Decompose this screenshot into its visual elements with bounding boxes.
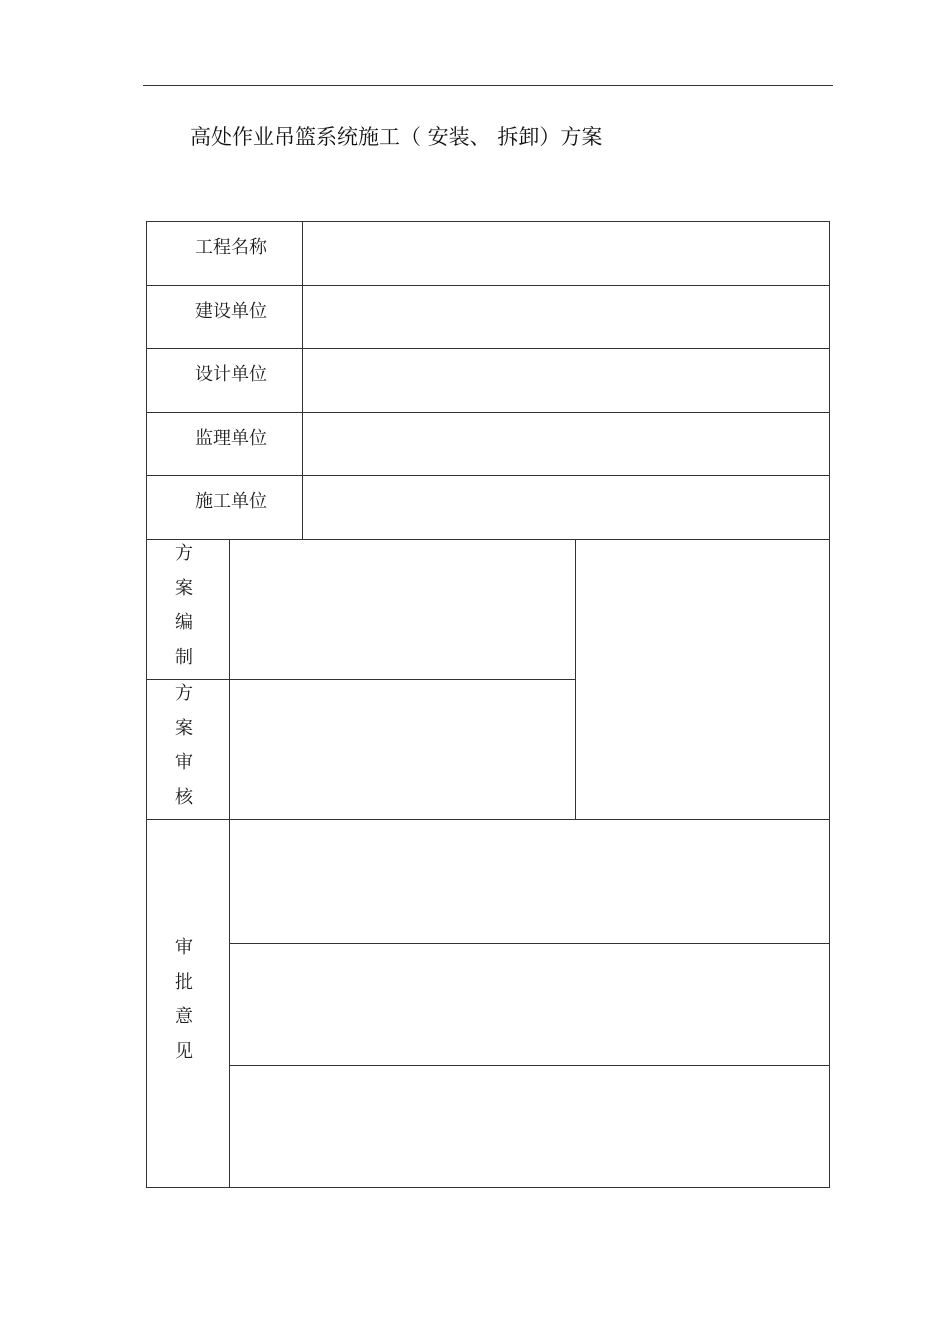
- project-name-field[interactable]: [307, 230, 822, 278]
- plan-review-field[interactable]: [235, 685, 569, 813]
- construction-unit-label: 施工单位: [195, 491, 267, 512]
- plan-compile-label: 方案编制: [175, 543, 193, 668]
- plan-signature-area[interactable]: [581, 545, 824, 813]
- document-title: 高处作业吊篮系统施工（ 安装、 拆卸）方案: [190, 125, 603, 149]
- header-rule: [143, 85, 833, 86]
- approval-entry-divider: [229, 1065, 830, 1066]
- approval-entry-divider: [229, 943, 830, 944]
- plan-review-label: 方案审核: [175, 683, 193, 808]
- approval-entry[interactable]: [235, 949, 824, 1059]
- project-name-label: 工程名称: [195, 237, 267, 258]
- plan-section-divider: [147, 679, 576, 680]
- side-label-column-divider: [229, 539, 230, 1188]
- row-divider: [147, 412, 830, 413]
- approval-entry[interactable]: [235, 1071, 824, 1181]
- construction-unit-field[interactable]: [307, 483, 822, 531]
- supervision-unit-label: 监理单位: [195, 428, 267, 449]
- label-column-divider: [302, 222, 303, 539]
- row-divider: [147, 285, 830, 286]
- row-divider: [147, 539, 830, 540]
- owner-unit-label: 建设单位: [195, 301, 267, 322]
- design-unit-field[interactable]: [307, 356, 822, 404]
- plan-compile-field[interactable]: [235, 545, 569, 673]
- approval-opinion-label: 审批意见: [175, 937, 193, 1062]
- design-unit-label: 设计单位: [195, 364, 267, 385]
- approval-entry[interactable]: [235, 825, 824, 937]
- supervision-unit-field[interactable]: [307, 420, 822, 468]
- owner-unit-field[interactable]: [307, 293, 822, 341]
- approval-form-table: [146, 221, 830, 1188]
- row-divider: [147, 475, 830, 476]
- approval-section-divider: [147, 819, 830, 820]
- row-divider: [147, 348, 830, 349]
